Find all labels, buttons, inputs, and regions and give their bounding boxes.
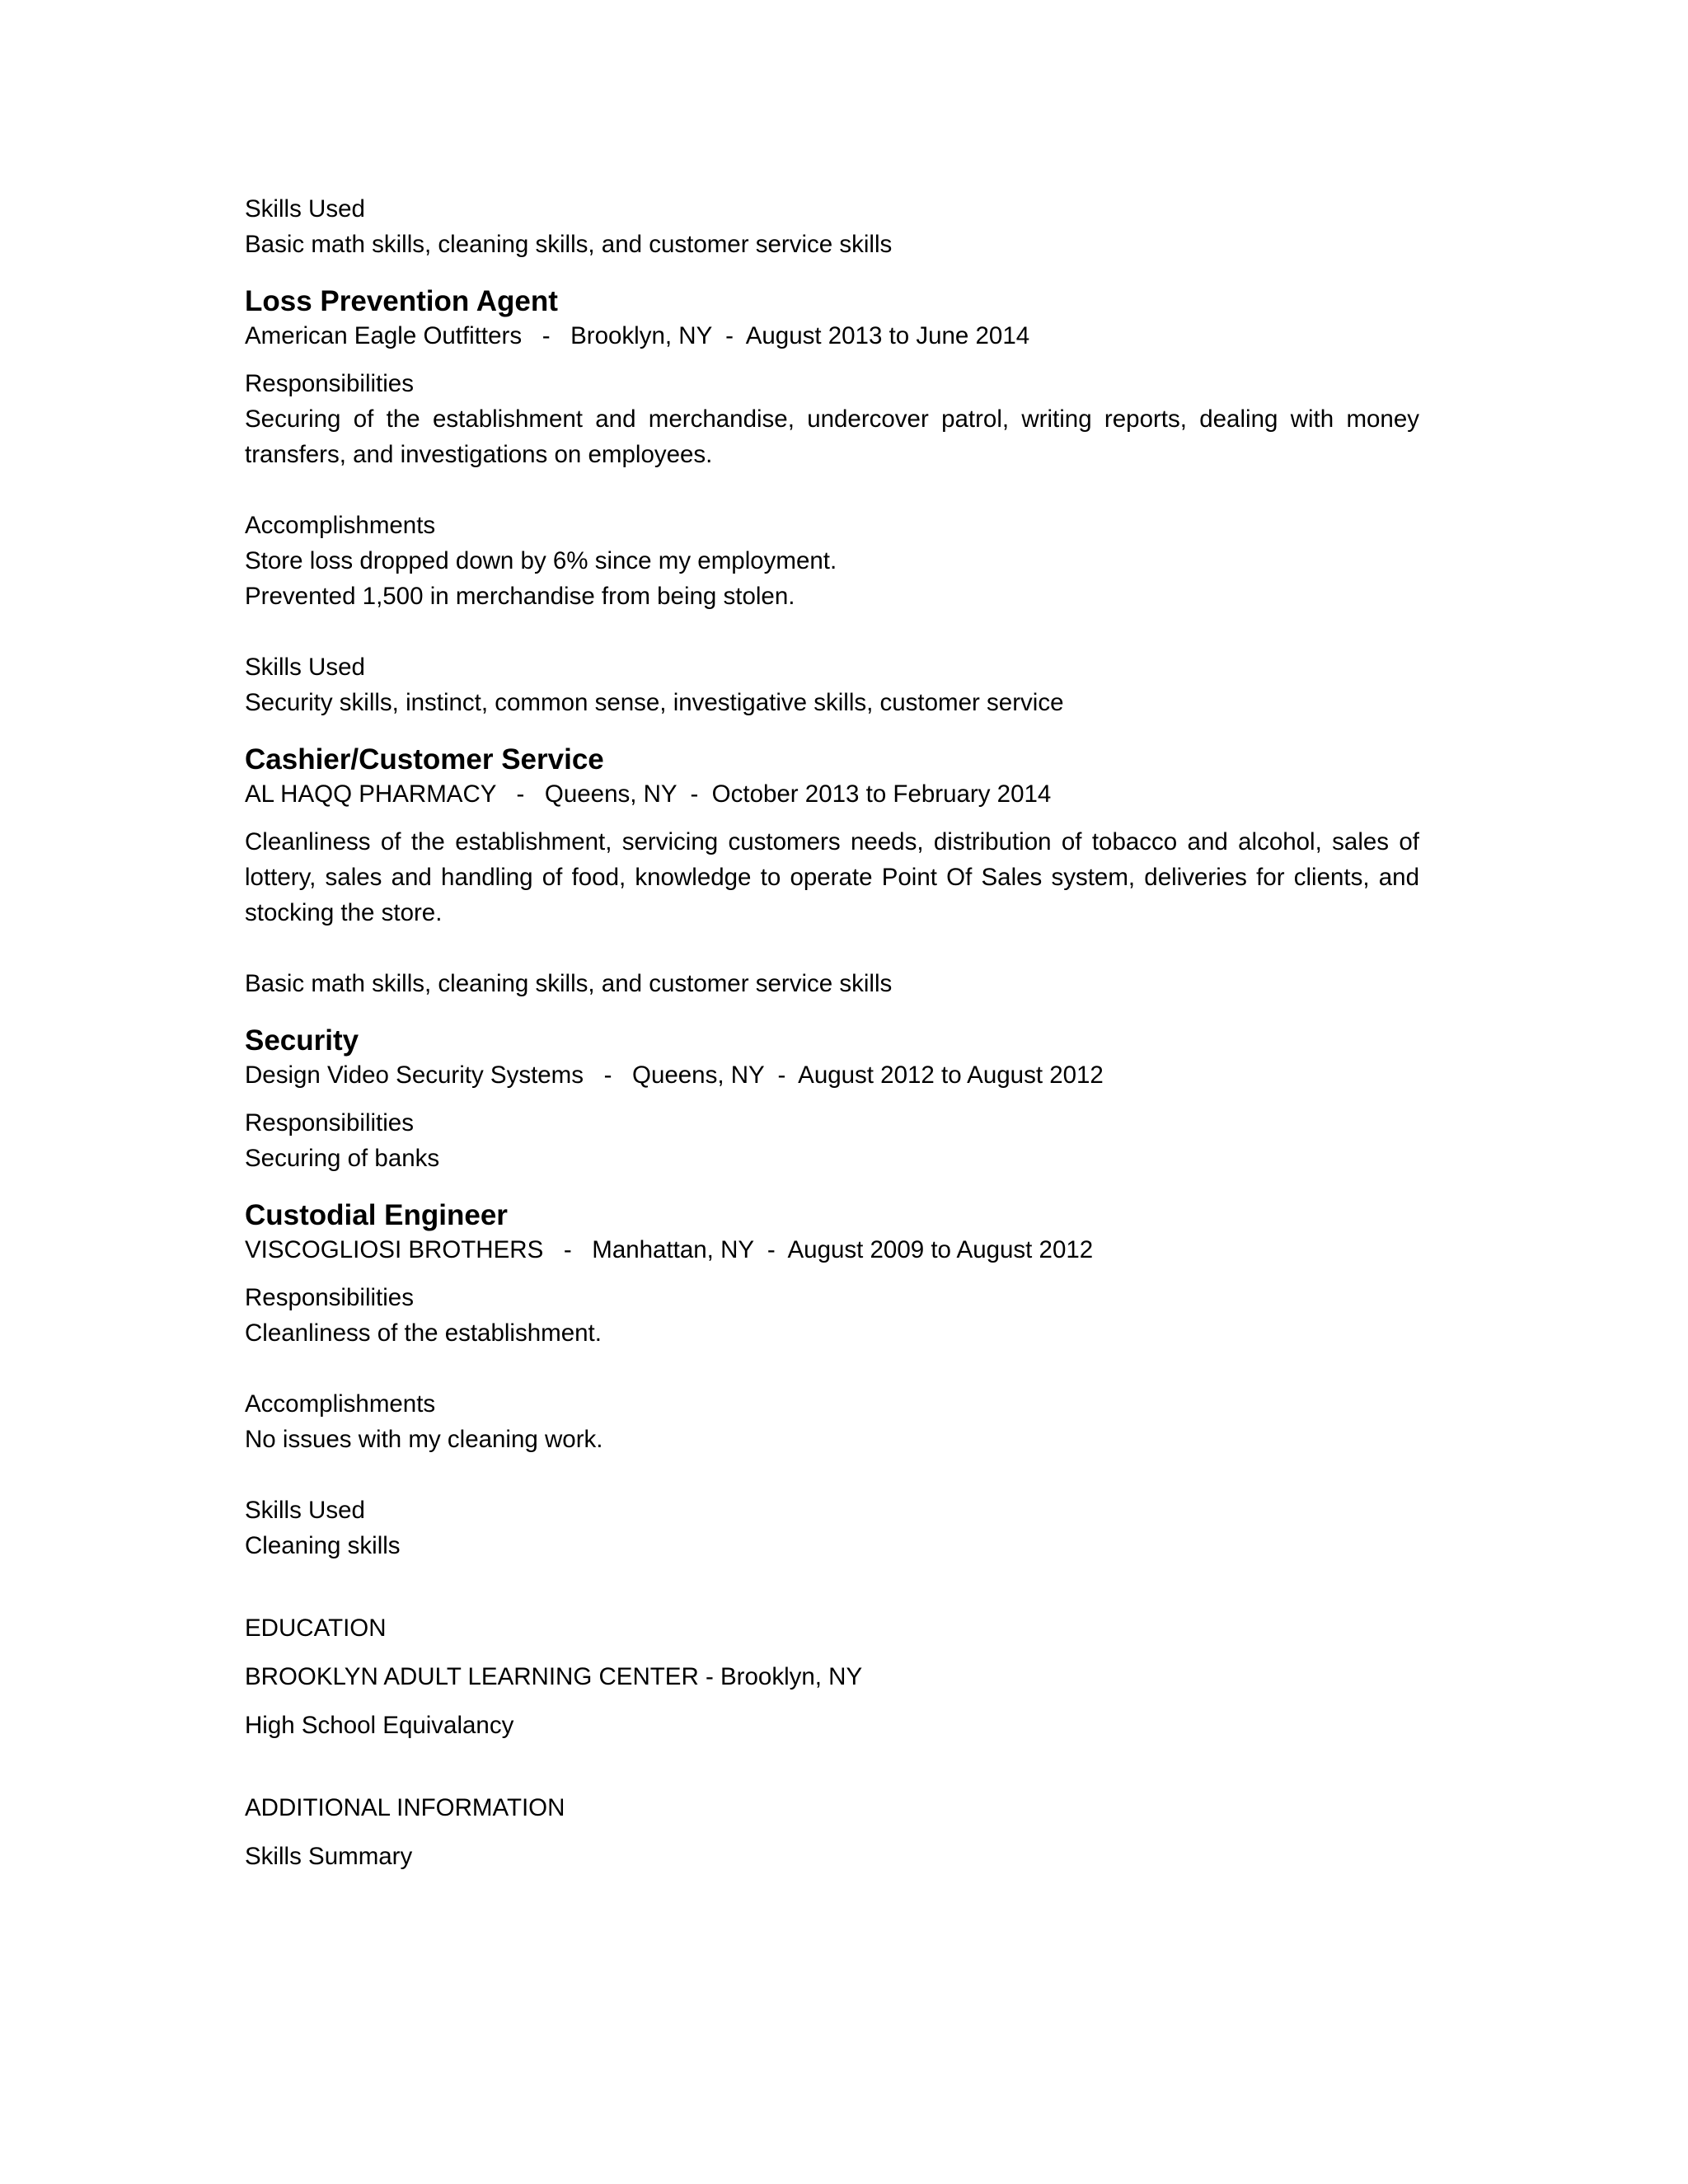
additional-information-section: [245, 1790, 1419, 1874]
job-title: Custodial Engineer: [245, 1199, 508, 1231]
spacer: [245, 1176, 1419, 1197]
job-meta: VISCOGLIOSI BROTHERS - Manhattan, NY - August 2009 to August 2012: [245, 1236, 1094, 1263]
skills-used-text: Security skills, instinct, common sense, investigative skills, customer service: [245, 689, 1064, 716]
job-title: Cashier/Customer Service: [245, 743, 604, 776]
responsibilities-label: Responsibilities: [245, 1284, 414, 1311]
spacer: [245, 930, 1419, 966]
responsibilities-label: Responsibilities: [245, 370, 414, 397]
responsibilities-text: Securing of the establishment and merchandise, undercover patrol, writing reports, dealing with money transfers, and investigations on employees.: [245, 405, 1419, 468]
spacer: [245, 353, 1419, 366]
skills-used-label: Skills Used: [245, 195, 365, 223]
responsibilities-label: Responsibilities: [245, 1109, 414, 1137]
skills-used-text: Basic math skills, cleaning skills, and customer service skills: [245, 231, 893, 258]
accomplishment-item: Prevented 1,500 in merchandise from being stolen.: [245, 583, 795, 610]
spacer: [245, 1267, 1419, 1280]
responsibilities-text: Cleanliness of the establishment.: [245, 1319, 602, 1347]
spacer: [245, 262, 1419, 284]
section-heading-education: EDUCATION: [245, 1615, 387, 1642]
spacer: [245, 1092, 1419, 1105]
spacer: [245, 1457, 1419, 1493]
section-heading-additional: ADDITIONAL INFORMATION: [245, 1794, 565, 1821]
job-title: Loss Prevention Agent: [245, 285, 558, 317]
job-title: Security: [245, 1024, 359, 1057]
spacer: [245, 1001, 1419, 1023]
spacer: [245, 1351, 1419, 1386]
job-meta: AL HAQQ PHARMACY - Queens, NY - October 2013 to February 2014: [245, 780, 1052, 808]
job-loss-prevention-agent: [245, 284, 1419, 720]
spacer: [245, 1743, 1419, 1790]
spacer: [245, 614, 1419, 649]
accomplishments-label: Accomplishments: [245, 1390, 436, 1418]
skills-summary-label: Skills Summary: [245, 1843, 413, 1870]
accomplishment-item: Store loss dropped down by 6% since my employment.: [245, 547, 837, 574]
job-meta: Design Video Security Systems - Queens, NY - August 2012 to August 2012: [245, 1062, 1104, 1089]
education-degree: High School Equivalancy: [245, 1712, 514, 1739]
spacer: [245, 720, 1419, 742]
job-security: [245, 1023, 1419, 1176]
job-cashier-customer-service: [245, 742, 1419, 1001]
skills-used-label: Skills Used: [245, 654, 365, 681]
job-description: Cleanliness of the establishment, servicing customers needs, distribution of tobacco and alcohol, sales of lottery, sales and handling of food, knowledge to operate Point Of Sales system, deliveries for clients, and stocking the store.: [245, 828, 1419, 926]
spacer: [245, 472, 1419, 508]
skills-used-text: Basic math skills, cleaning skills, and customer service skills: [245, 970, 893, 997]
job-custodial-engineer: [245, 1197, 1419, 1563]
education-school: BROOKLYN ADULT LEARNING CENTER - Brooklyn, NY: [245, 1663, 863, 1690]
education-section: [245, 1610, 1419, 1743]
resume-content: [245, 191, 1419, 1874]
responsibilities-text: Securing of banks: [245, 1145, 440, 1172]
skills-used-text: Cleaning skills: [245, 1532, 401, 1559]
spacer: [245, 1694, 1419, 1708]
skills-used-label: Skills Used: [245, 1497, 365, 1524]
accomplishments-text: No issues with my cleaning work.: [245, 1426, 603, 1453]
spacer: [245, 1825, 1419, 1839]
spacer: [245, 811, 1419, 824]
accomplishments-label: Accomplishments: [245, 512, 436, 539]
job-meta: American Eagle Outfitters - Brooklyn, NY - August 2013 to June 2014: [245, 322, 1030, 349]
spacer: [245, 1563, 1419, 1610]
spacer: [245, 1646, 1419, 1659]
